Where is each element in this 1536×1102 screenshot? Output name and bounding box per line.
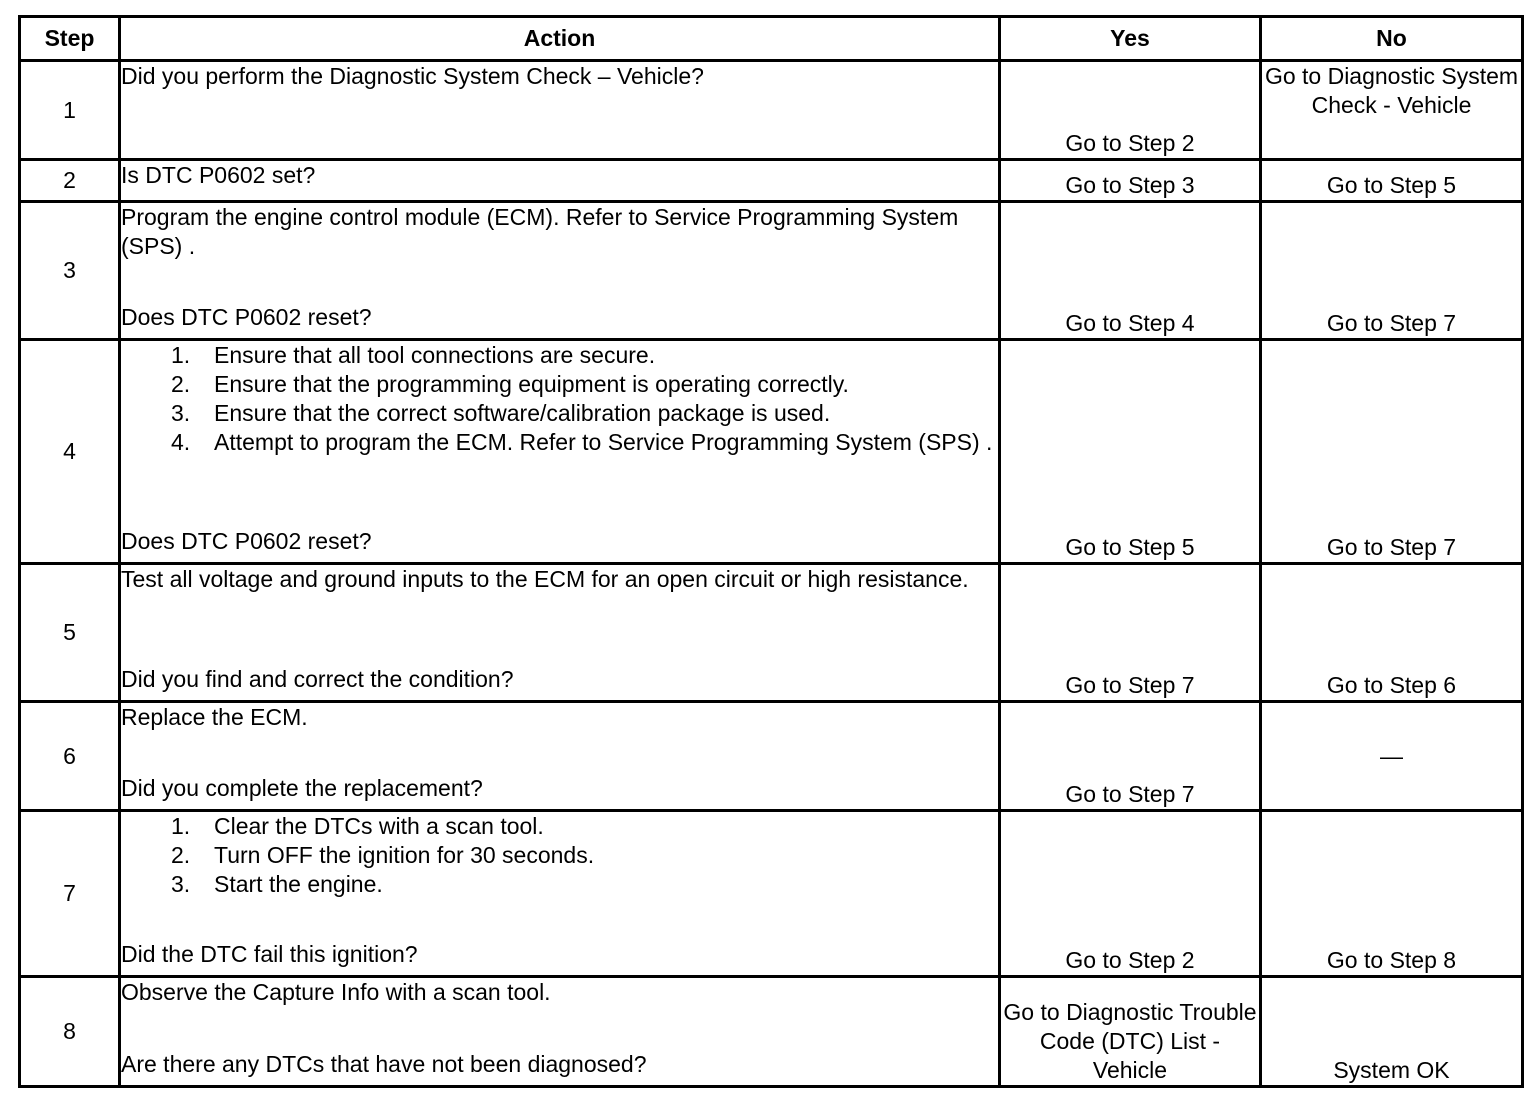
table-row — [20, 202, 1523, 340]
action-list — [121, 812, 998, 899]
table-row — [20, 564, 1523, 702]
yes-cell: Go to Step 7 — [1000, 702, 1261, 811]
list-item — [121, 341, 998, 370]
list-item-number: 3. — [171, 871, 191, 897]
yes-cell: Go to Step 4 — [1000, 202, 1261, 340]
action-cell — [120, 202, 1000, 340]
table-row — [20, 702, 1523, 811]
action-cell — [120, 340, 1000, 564]
list-item-text: Ensure that the correct software/calibration package is used. — [214, 400, 831, 426]
list-item — [121, 428, 998, 457]
action-question: Did you find and correct the condition? — [121, 666, 514, 692]
action-cell — [120, 61, 1000, 160]
table-row — [20, 977, 1523, 1087]
action-cell — [120, 702, 1000, 811]
step-number: 2 — [20, 160, 120, 202]
table-row — [20, 340, 1523, 564]
step-number: 7 — [20, 811, 120, 977]
header-yes: Yes — [1000, 17, 1261, 61]
action-cell — [120, 977, 1000, 1087]
action-question: Did you complete the replacement? — [121, 775, 483, 801]
step-number: 4 — [20, 340, 120, 564]
list-item-number: 2. — [171, 842, 191, 868]
action-text: Did you perform the Diagnostic System Check – Vehicle? — [121, 63, 704, 89]
header-row — [20, 17, 1523, 61]
no-cell: Go to Step 5 — [1261, 160, 1523, 202]
no-cell: System OK — [1261, 977, 1523, 1087]
list-item — [121, 370, 998, 399]
yes-cell: Go to Step 5 — [1000, 340, 1261, 564]
list-item-text: Attempt to program the ECM. Refer to Service Programming System (SPS) . — [214, 429, 993, 455]
action-list — [121, 341, 998, 457]
list-item-text: Ensure that all tool connections are secure. — [214, 342, 656, 368]
action-text: Program the engine control module (ECM). Refer to Service Programming System (SPS) . — [121, 204, 959, 259]
list-item — [121, 812, 998, 841]
step-number: 3 — [20, 202, 120, 340]
list-item — [121, 841, 998, 870]
table-row — [20, 160, 1523, 202]
list-item-text: Clear the DTCs with a scan tool. — [214, 813, 544, 839]
header-no: No — [1261, 17, 1523, 61]
no-cell: Go to Step 6 — [1261, 564, 1523, 702]
list-item-number: 2. — [171, 371, 191, 397]
yes-cell: Go to Step 3 — [1000, 160, 1261, 202]
yes-cell: Go to Diagnostic Trouble Code (DTC) List - Vehicle — [1000, 977, 1261, 1087]
step-number: 6 — [20, 702, 120, 811]
list-item-text: Ensure that the programming equipment is operating correctly. — [214, 371, 849, 397]
list-item-number: 4. — [171, 429, 191, 455]
list-item-text: Turn OFF the ignition for 30 seconds. — [214, 842, 595, 868]
action-cell — [120, 564, 1000, 702]
no-cell: Go to Step 7 — [1261, 340, 1523, 564]
list-item-number: 3. — [171, 400, 191, 426]
no-cell: Go to Step 7 — [1261, 202, 1523, 340]
action-question: Did the DTC fail this ignition? — [121, 941, 418, 967]
list-item-number: 1. — [171, 342, 191, 368]
action-text: Replace the ECM. — [121, 704, 308, 730]
yes-cell: Go to Step 2 — [1000, 811, 1261, 977]
action-question: Are there any DTCs that have not been diagnosed? — [121, 1051, 647, 1077]
list-item-text: Start the engine. — [214, 871, 383, 897]
header-action: Action — [120, 17, 1000, 61]
table-row — [20, 61, 1523, 160]
no-cell: Go to Diagnostic System Check - Vehicle — [1261, 61, 1523, 160]
action-text: Is DTC P0602 set? — [121, 162, 316, 188]
yes-cell: Go to Step 2 — [1000, 61, 1261, 160]
diagnostic-table — [18, 15, 1524, 1088]
step-number: 8 — [20, 977, 120, 1087]
step-number: 5 — [20, 564, 120, 702]
action-cell — [120, 811, 1000, 977]
action-cell — [120, 160, 1000, 202]
no-cell: — — [1261, 702, 1523, 811]
action-question: Does DTC P0602 reset? — [121, 528, 372, 554]
list-item — [121, 870, 998, 899]
header-step: Step — [20, 17, 120, 61]
yes-cell: Go to Step 7 — [1000, 564, 1261, 702]
list-item — [121, 399, 998, 428]
no-cell: Go to Step 8 — [1261, 811, 1523, 977]
action-question: Does DTC P0602 reset? — [121, 304, 372, 330]
action-text: Observe the Capture Info with a scan tool. — [121, 979, 551, 1005]
table-row — [20, 811, 1523, 977]
step-number: 1 — [20, 61, 120, 160]
action-text: Test all voltage and ground inputs to the ECM for an open circuit or high resistance. — [121, 566, 969, 592]
list-item-number: 1. — [171, 813, 191, 839]
